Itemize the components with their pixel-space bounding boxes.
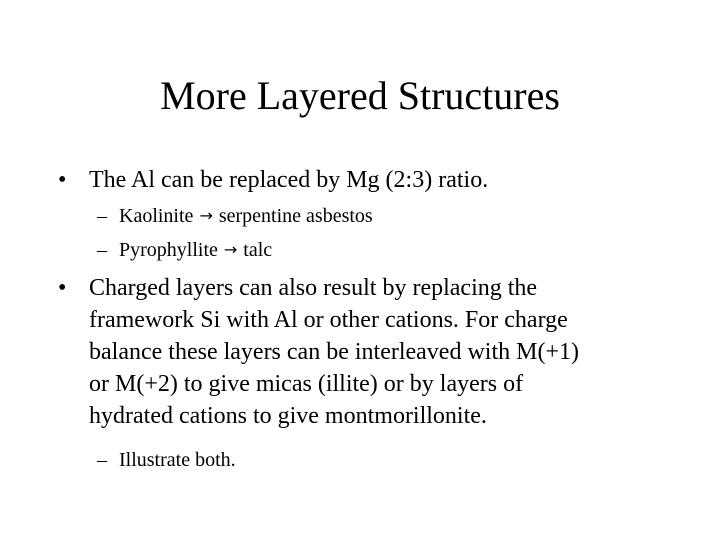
slide-title: More Layered Structures: [160, 73, 560, 118]
sub-bullet-text-after: talc: [243, 239, 273, 261]
sub-bullet-marker: –: [97, 239, 107, 261]
sub-bullet-item: [97, 237, 657, 263]
sub-bullet-marker: –: [97, 205, 107, 227]
bullet-text: Charged layers can also result by replacing the framework Si with Al or other cations. For charge balance these layers can be interleaved with M(+1) or M(+2) to give micas (illite) or by layers of hydrated cations to give montmorillonite.: [89, 275, 579, 429]
bullet-item: [58, 164, 678, 196]
sub-bullet-marker: –: [97, 449, 107, 471]
sub-bullet-text-before: Pyrophyllite: [119, 239, 218, 261]
bullet-item: [58, 272, 678, 432]
sub-bullet-item: [97, 203, 657, 229]
bullet-marker: •: [58, 275, 67, 301]
sub-bullet-text-after: serpentine asbestos: [218, 205, 373, 227]
right-arrow-icon: →: [223, 240, 238, 259]
right-arrow-icon: →: [199, 206, 213, 225]
sub-bullet-item: [97, 447, 657, 473]
bullet-marker: •: [58, 167, 67, 193]
bullet-text: The Al can be replaced by Mg (2:3) ratio.: [89, 167, 489, 193]
sub-bullet-text-before: Kaolinite: [119, 205, 194, 227]
sub-bullet-text: Illustrate both.: [119, 449, 236, 471]
